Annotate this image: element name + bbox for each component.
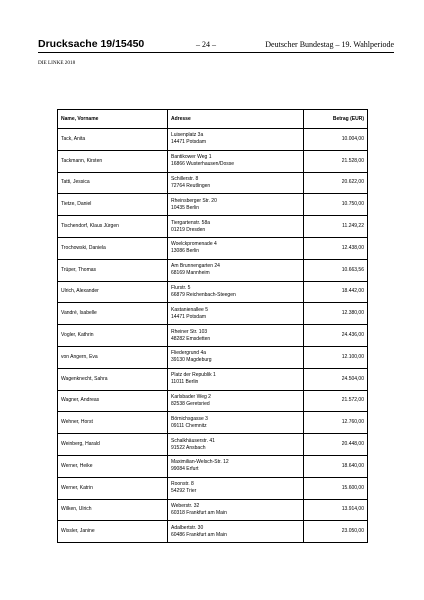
table-row [58, 303, 368, 325]
address-city: 66879 Reichenbach-Steegen [171, 291, 236, 298]
donor-name: Werner, Heike [58, 455, 168, 477]
donation-amount: 12.100,00 [304, 346, 368, 368]
donor-name: Tack, Anita [58, 129, 168, 151]
table-row [58, 477, 368, 499]
address-city: 82538 Geretsried [171, 400, 210, 407]
donation-amount: 12.438,00 [304, 237, 368, 259]
donor-address [168, 259, 304, 281]
address-street: Flurstr. 5 [171, 284, 191, 291]
donor-address [168, 325, 304, 347]
table-row [58, 325, 368, 347]
address-city: 72764 Reutlingen [171, 182, 211, 189]
table-row [58, 259, 368, 281]
table-body [58, 129, 368, 543]
document-label: Drucksache 19/ [38, 38, 116, 50]
column-header-name: Name, Vorname [58, 110, 168, 129]
donor-address [168, 281, 304, 303]
donor-name: Vandré, Isabelle [58, 303, 168, 325]
address-street: Börnichsgasse 3 [171, 415, 208, 422]
column-header-amount: Betrag (EUR) [304, 110, 368, 129]
column-header-address: Adresse [168, 110, 304, 129]
table-row [58, 499, 368, 521]
donor-address [168, 237, 304, 259]
donation-amount: 21.572,00 [304, 390, 368, 412]
address-street: Woelckpromenade 4 [171, 241, 217, 248]
donation-amount: 11.249,22 [304, 216, 368, 238]
address-city: 10435 Berlin [171, 204, 200, 211]
address-city: 14471 Potsdam [171, 139, 207, 146]
donor-address [168, 129, 304, 151]
donation-amount: 13.914,00 [304, 499, 368, 521]
table-row [58, 150, 368, 172]
donor-address [168, 390, 304, 412]
table-row [58, 368, 368, 390]
address-city: 13086 Berlin [171, 248, 200, 255]
donor-name: Wissler, Janine [58, 521, 168, 543]
address-city: 16866 Wusterhausen/Dosse [171, 161, 235, 168]
donor-address [168, 303, 304, 325]
document-number [38, 38, 144, 50]
address-city: 11011 Berlin [171, 379, 199, 386]
address-street: Schalkhäuserstr. 41 [171, 437, 215, 444]
address-city: 99084 Erfurt [171, 466, 199, 473]
document-number-value: 15450 [115, 38, 145, 50]
page-number: – 24 – [196, 40, 216, 49]
address-street: Roonstr. 8 [171, 481, 194, 488]
donor-address [168, 434, 304, 456]
table-row [58, 521, 368, 543]
table-row [58, 346, 368, 368]
donor-address [168, 521, 304, 543]
address-city: 60486 Frankfurt am Main [171, 531, 227, 538]
donor-address [168, 216, 304, 238]
donor-name: Tatti, Jessica [58, 172, 168, 194]
address-street: Fliedergrund 4a [171, 350, 207, 357]
table-row [58, 455, 368, 477]
address-city: 14471 Potsdam [171, 313, 207, 320]
donation-amount: 23.050,00 [304, 521, 368, 543]
donation-amount: 21.528,00 [304, 150, 368, 172]
donation-amount: 18.640,00 [304, 455, 368, 477]
donations-table [57, 109, 368, 543]
address-street: Adalbertstr. 30 [171, 524, 204, 531]
donor-name: Tackmann, Kirsten [58, 150, 168, 172]
address-street: Karlsbader Weg 2 [171, 393, 211, 400]
address-city: 60318 Frankfurt am Main [171, 509, 227, 516]
donor-address [168, 412, 304, 434]
donor-name: Vogler, Kathrin [58, 325, 168, 347]
donor-address [168, 346, 304, 368]
table-row [58, 390, 368, 412]
donor-name: Werner, Katrin [58, 477, 168, 499]
donor-name: Wehner, Horst [58, 412, 168, 434]
donation-amount: 10.663,56 [304, 259, 368, 281]
address-street: Rheinsberger Str. 20 [171, 197, 217, 204]
donation-amount: 20.448,00 [304, 434, 368, 456]
table-header-row [58, 110, 368, 129]
donor-address [168, 455, 304, 477]
parliament-label: Deutscher Bundestag – 19. Wahlperiode [265, 40, 394, 49]
address-city: 48282 Emsdetten [171, 335, 211, 342]
table-row [58, 412, 368, 434]
donation-amount: 10.004,00 [304, 129, 368, 151]
donation-amount: 12.380,00 [304, 303, 368, 325]
address-city: 91522 Ansbach [171, 444, 206, 451]
address-street: Schillerstr. 8 [171, 175, 199, 182]
donation-amount: 15.600,00 [304, 477, 368, 499]
table-row [58, 172, 368, 194]
address-street: Tiergartenstr. 58a [171, 219, 211, 226]
donor-address [168, 194, 304, 216]
address-street: Rheiner Str. 103 [171, 328, 208, 335]
donor-address [168, 368, 304, 390]
donor-name: Ulrich, Alexander [58, 281, 168, 303]
table-row [58, 237, 368, 259]
address-street: Maximilian-Welsch-Str. 12 [171, 459, 229, 466]
address-city: 68169 Mannheim [171, 270, 210, 277]
donor-name: von Angern, Eva [58, 346, 168, 368]
table-row [58, 281, 368, 303]
donor-name: Trüper, Thomas [58, 259, 168, 281]
address-city: 54292 Trier [171, 488, 197, 495]
donor-name: Weinberg, Harald [58, 434, 168, 456]
donor-name: Tischendorf, Klaus Jürgen [58, 216, 168, 238]
donor-address [168, 150, 304, 172]
address-city: 09111 Chemnitz [171, 422, 207, 429]
donor-name: Wagenknecht, Sahra [58, 368, 168, 390]
donation-amount: 12.760,00 [304, 412, 368, 434]
donor-address [168, 172, 304, 194]
table-row [58, 129, 368, 151]
address-city: 01219 Dresden [171, 226, 206, 233]
address-street: Platz der Republik 1 [171, 372, 216, 379]
donor-name: Wilken, Ulrich [58, 499, 168, 521]
table-row [58, 194, 368, 216]
donation-amount: 10.750,00 [304, 194, 368, 216]
address-city: 39130 Magdeburg [171, 357, 212, 364]
donor-name: Trochowski, Daniela [58, 237, 168, 259]
donation-amount: 24.436,00 [304, 325, 368, 347]
donor-name: Tietze, Daniel [58, 194, 168, 216]
address-street: Kastanienallee 5 [171, 306, 208, 313]
address-street: Am Brunnengarten 24 [171, 263, 220, 270]
address-street: Weberstr. 32 [171, 502, 200, 509]
address-street: Luisenplatz 3a [171, 132, 204, 139]
address-street: Bantikower Weg 1 [171, 154, 212, 161]
party-source-line: DIE LINKE 2018 [38, 60, 76, 66]
table-row [58, 434, 368, 456]
table-row [58, 216, 368, 238]
donor-name: Wagner, Andreas [58, 390, 168, 412]
donation-amount: 20.622,00 [304, 172, 368, 194]
page-header [38, 38, 394, 53]
donor-address [168, 477, 304, 499]
donation-amount: 24.504,00 [304, 368, 368, 390]
donation-amount: 18.442,00 [304, 281, 368, 303]
donor-address [168, 499, 304, 521]
